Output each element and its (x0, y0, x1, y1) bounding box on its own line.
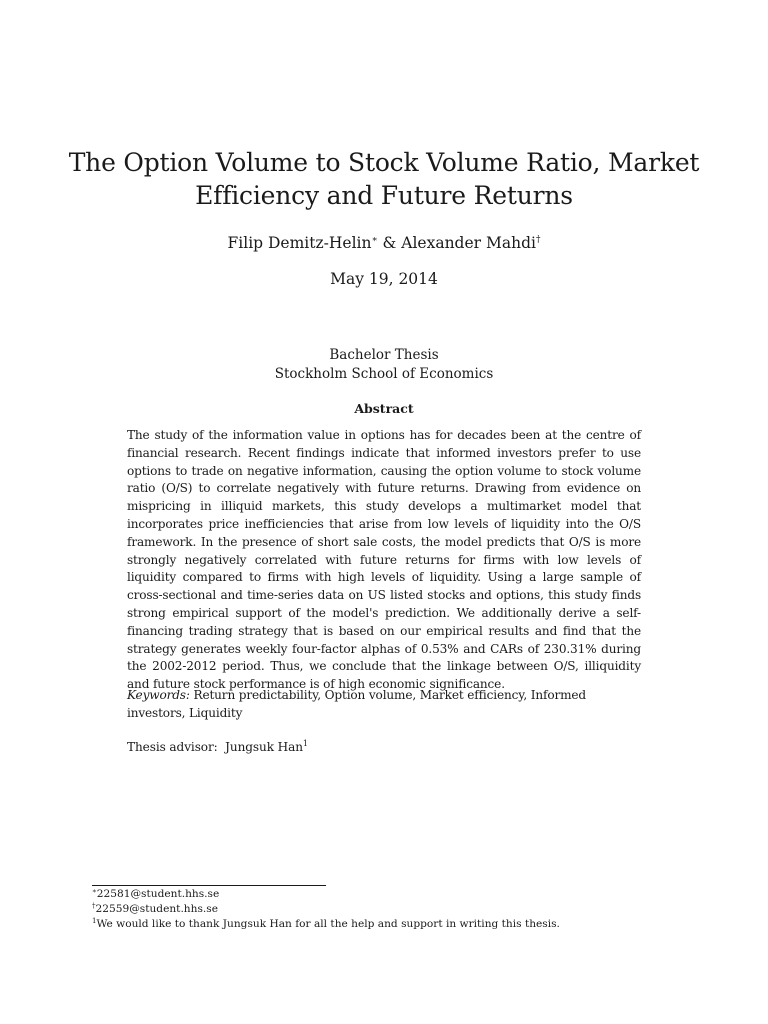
thesis-advisor (127, 739, 641, 757)
title-line-1: The Option Volume to Stock Volume Ratio, Market (68, 148, 700, 177)
advisor-footnote-mark: 1 (302, 739, 308, 748)
keywords-label: Keywords: (127, 688, 190, 702)
keywords (127, 687, 641, 723)
abstract-heading: Abstract (354, 401, 414, 416)
advisor-name: Jungsuk Han (225, 740, 303, 754)
advisor-label: Thesis advisor: (127, 740, 218, 754)
author-line (60, 233, 708, 253)
author-separator: & (377, 234, 402, 252)
footnote-divider (92, 885, 326, 886)
footnote-mark: ∗ (92, 887, 97, 895)
footnote-item (92, 887, 692, 902)
footnote-mark: 1 (92, 917, 97, 926)
school-name: Stockholm School of Economics (274, 366, 494, 382)
paper-date: May 19, 2014 (330, 270, 438, 288)
author-2: Alexander Mahdi (401, 234, 536, 252)
title-line-2: Efficiency and Future Returns (195, 181, 573, 210)
thesis-type: Bachelor Thesis (329, 347, 439, 363)
author-1: Filip Demitz-Helin (227, 234, 372, 252)
footnote-item (92, 917, 692, 932)
abstract-body: The study of the information value in options has for decades been at the centre of financial research. Recent findings indicate that informed investors prefer to use options to trade on negative information, causing the option volume to stock volume ratio (O/S) to correlate negatively with future returns. Drawing from evidence on mispricing in illiquid markets, this study develops a multimarket model that incorporates price inefficiencies that arise from low levels of liquidity into the O/S framework. In the presence of short sale costs, the model predicts that O/S is more strongly negatively correlated with future returns for firms with low levels of liquidity compared to firms with high levels of liquidity. Using a large sample of cross-sectional and time-series data on US listed stocks and options, this study finds strong empirical support of the model's prediction. We additionally derive a self-financing trading strategy that is based on our empirical results and find that the strategy generates weekly four-factor alphas of 0.53% and CARs of 230.31% during the 2002-2012 period. Thus, we conclude that the linkage between O/S, illiquidity and future stock performance is of high economic significance. (127, 428, 641, 692)
footnotes (92, 887, 692, 933)
footnote-text: We would like to thank Jungsuk Han for all the help and support in writing this thesis. (96, 918, 560, 931)
footnote-item (92, 902, 692, 917)
footnote-text: 22559@student.hhs.se (95, 903, 218, 916)
keywords-text: Return predictability, Option volume, Market efficiency, Informed investors, Liquidity (127, 688, 586, 720)
author-2-footnote-mark: † (535, 235, 541, 245)
footnote-text: 22581@student.hhs.se (96, 888, 220, 900)
footnote-mark: † (92, 902, 96, 911)
author-1-footnote-mark: ∗ (371, 235, 378, 245)
paper-title (60, 146, 708, 212)
